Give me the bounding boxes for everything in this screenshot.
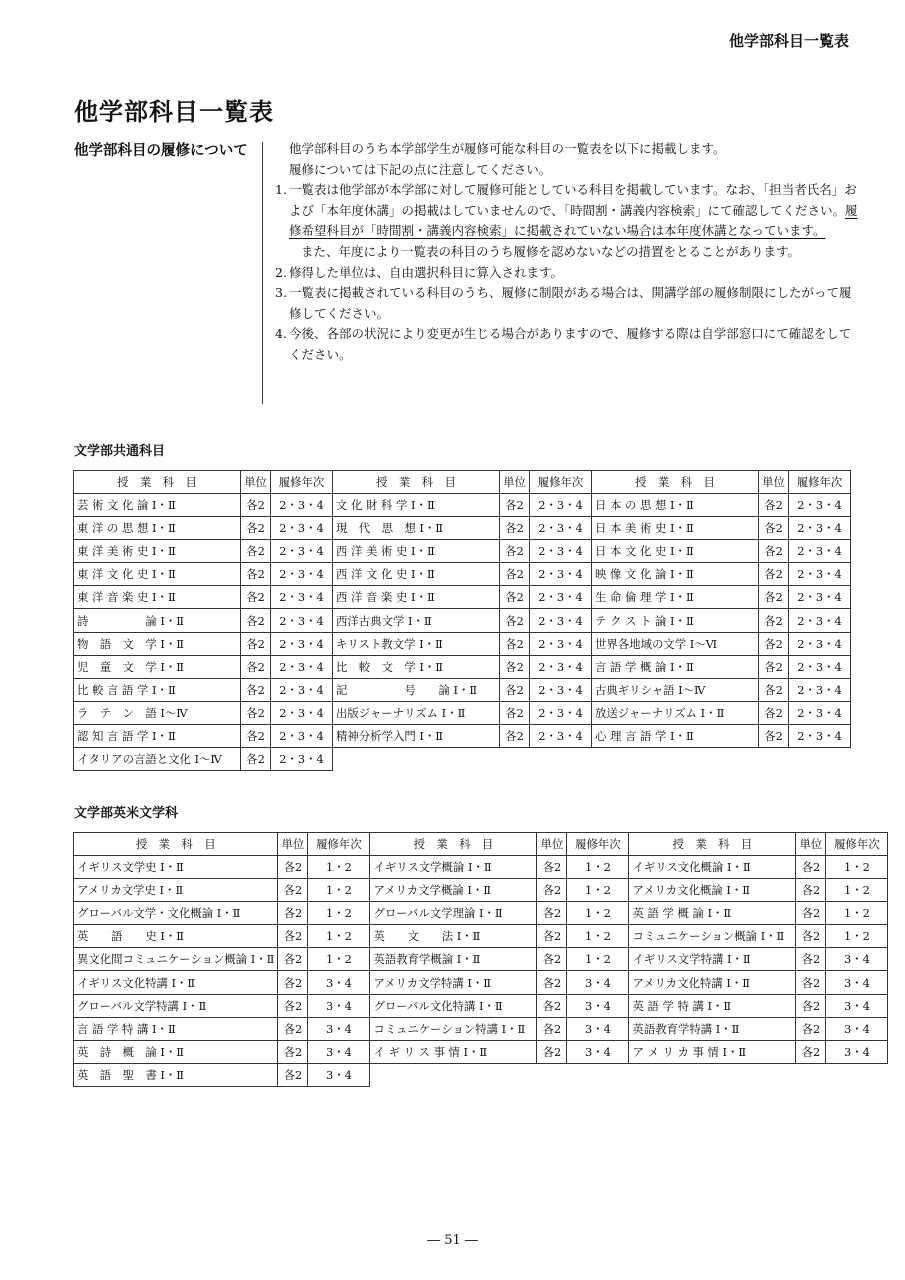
table-row <box>74 586 851 609</box>
empty-cell <box>789 748 851 771</box>
course-year: 2・3・4 <box>271 655 333 678</box>
course-name: 出版ジャーナリズム Ⅰ・Ⅱ <box>333 701 500 724</box>
course-name: 放送ジャーナリズム Ⅰ・Ⅱ <box>592 701 759 724</box>
page-number: ― 51 ― <box>427 1233 478 1248</box>
course-unit: 各2 <box>759 609 789 632</box>
column-header-unit: 単位 <box>759 471 789 494</box>
course-name: 東 洋 の 思 想 Ⅰ・Ⅱ <box>74 517 241 540</box>
table-row <box>74 655 851 678</box>
course-unit: 各2 <box>537 925 567 948</box>
course-unit: 各2 <box>278 948 308 971</box>
course-year: 1・2 <box>826 902 888 925</box>
course-name: アメリカ文化特講 Ⅰ・Ⅱ <box>629 971 796 994</box>
course-name: アメリカ文化概論 Ⅰ・Ⅱ <box>629 879 796 902</box>
notes-intro-1: 他学部科目のうち本学部学生が履修可能な科目の一覧表を以下に掲載します。 <box>289 141 726 156</box>
course-name: イ ギ リ ス 事 情 Ⅰ・Ⅱ <box>370 1040 537 1063</box>
table-row <box>74 971 888 994</box>
column-header-subject: 授 業 科 目 <box>74 471 241 494</box>
course-unit: 各2 <box>759 701 789 724</box>
table-header-row <box>74 471 851 494</box>
course-year: 1・2 <box>567 902 629 925</box>
course-name: テ ク ス ト 論 Ⅰ・Ⅱ <box>592 609 759 632</box>
course-year: 2・3・4 <box>271 632 333 655</box>
notes-divider <box>262 142 263 404</box>
course-table-common <box>73 470 851 771</box>
course-year: 2・3・4 <box>789 563 851 586</box>
course-name: アメリカ文学特講 Ⅰ・Ⅱ <box>370 971 537 994</box>
course-name: 西 洋 文 化 史 Ⅰ・Ⅱ <box>333 563 500 586</box>
course-unit: 各2 <box>759 563 789 586</box>
course-unit: 各2 <box>241 748 271 771</box>
course-unit: 各2 <box>796 879 826 902</box>
course-name: グローバル文学理論 Ⅰ・Ⅱ <box>370 902 537 925</box>
course-year: 1・2 <box>308 902 370 925</box>
course-year: 2・3・4 <box>271 701 333 724</box>
column-header-unit: 単位 <box>241 471 271 494</box>
column-header-subject: 授 業 科 目 <box>370 833 537 856</box>
table-header-row <box>74 833 888 856</box>
item-number: 1. <box>275 182 287 198</box>
course-name: 英語教育学特講 Ⅰ・Ⅱ <box>629 1017 796 1040</box>
course-unit: 各2 <box>500 701 530 724</box>
empty-cell <box>592 748 759 771</box>
running-header: 他学部科目一覧表 <box>728 32 849 50</box>
column-header-year: 履修年次 <box>308 833 370 856</box>
column-header-unit: 単位 <box>278 833 308 856</box>
course-year: 1・2 <box>567 879 629 902</box>
course-unit: 各2 <box>241 540 271 563</box>
course-name: 東 洋 美 術 史 Ⅰ・Ⅱ <box>74 540 241 563</box>
course-unit: 各2 <box>500 632 530 655</box>
table-row <box>74 609 851 632</box>
course-name: アメリカ文学史 Ⅰ・Ⅱ <box>74 879 278 902</box>
course-name: コミュニケーション概論 Ⅰ・Ⅱ <box>629 925 796 948</box>
course-year: 3・4 <box>567 1040 629 1063</box>
course-year: 2・3・4 <box>530 563 592 586</box>
empty-cell <box>826 1063 888 1086</box>
course-name: 日 本 美 術 史 Ⅰ・Ⅱ <box>592 517 759 540</box>
course-name: 物 語 文 学 Ⅰ・Ⅱ <box>74 632 241 655</box>
course-name: 英 語 聖 書 Ⅰ・Ⅱ <box>74 1063 278 1086</box>
course-name: 西洋古典文学 Ⅰ・Ⅱ <box>333 609 500 632</box>
course-unit: 各2 <box>500 540 530 563</box>
empty-cell <box>370 1063 537 1086</box>
course-year: 2・3・4 <box>271 609 333 632</box>
course-year: 1・2 <box>567 925 629 948</box>
course-name: イギリス文学概論 Ⅰ・Ⅱ <box>370 856 537 879</box>
item-text-underlined: 履修希望科目が「時間割・講義内容検索」に掲載されていない場合は本年度休講となっています。 <box>289 202 858 239</box>
table-row <box>74 879 888 902</box>
course-unit: 各2 <box>500 724 530 747</box>
course-year: 2・3・4 <box>530 655 592 678</box>
course-unit: 各2 <box>537 902 567 925</box>
course-year: 2・3・4 <box>530 678 592 701</box>
course-year: 2・3・4 <box>271 748 333 771</box>
course-unit: 各2 <box>500 586 530 609</box>
course-year: 1・2 <box>308 856 370 879</box>
course-unit: 各2 <box>241 586 271 609</box>
course-unit: 各2 <box>796 1040 826 1063</box>
course-unit: 各2 <box>278 971 308 994</box>
course-name: 東 洋 音 楽 史 Ⅰ・Ⅱ <box>74 586 241 609</box>
table-row <box>74 1063 888 1086</box>
course-year: 3・4 <box>308 1017 370 1040</box>
course-unit: 各2 <box>500 563 530 586</box>
course-name: 英 語 学 特 講 Ⅰ・Ⅱ <box>629 994 796 1017</box>
course-unit: 各2 <box>278 994 308 1017</box>
notes-item-4 <box>272 324 858 365</box>
course-unit: 各2 <box>500 655 530 678</box>
course-name: 比 較 文 学 Ⅰ・Ⅱ <box>333 655 500 678</box>
table-row <box>74 494 851 517</box>
course-unit: 各2 <box>796 971 826 994</box>
course-unit: 各2 <box>796 902 826 925</box>
course-year: 2・3・4 <box>530 609 592 632</box>
column-header-year: 履修年次 <box>271 471 333 494</box>
table-row <box>74 748 851 771</box>
course-year: 1・2 <box>826 925 888 948</box>
course-name: 現 代 思 想 Ⅰ・Ⅱ <box>333 517 500 540</box>
notes-body <box>272 139 858 366</box>
course-name: 児 童 文 学 Ⅰ・Ⅱ <box>74 655 241 678</box>
course-name: 英 詩 概 論 Ⅰ・Ⅱ <box>74 1040 278 1063</box>
course-name: 生 命 倫 理 学 Ⅰ・Ⅱ <box>592 586 759 609</box>
empty-cell <box>759 748 789 771</box>
item-number: 2. <box>275 264 287 280</box>
course-unit: 各2 <box>241 517 271 540</box>
course-unit: 各2 <box>241 655 271 678</box>
table-row <box>74 994 888 1017</box>
notes-item-2 <box>272 263 858 284</box>
notes-item-1 <box>272 180 858 242</box>
empty-cell <box>333 748 500 771</box>
course-name: イギリス文化概論 Ⅰ・Ⅱ <box>629 856 796 879</box>
course-year: 3・4 <box>826 971 888 994</box>
course-name: イギリス文学特講 Ⅰ・Ⅱ <box>629 948 796 971</box>
course-year: 3・4 <box>308 994 370 1017</box>
course-year: 1・2 <box>308 879 370 902</box>
table-row <box>74 540 851 563</box>
course-name: 言 語 学 特 講 Ⅰ・Ⅱ <box>74 1017 278 1040</box>
course-year: 2・3・4 <box>271 586 333 609</box>
table-row <box>74 678 851 701</box>
course-name: 心 理 言 語 学 Ⅰ・Ⅱ <box>592 724 759 747</box>
empty-cell <box>567 1063 629 1086</box>
course-unit: 各2 <box>537 1040 567 1063</box>
course-unit: 各2 <box>796 1017 826 1040</box>
course-unit: 各2 <box>278 925 308 948</box>
column-header-unit: 単位 <box>500 471 530 494</box>
item-number: 3. <box>275 285 287 301</box>
empty-cell <box>530 748 592 771</box>
course-year: 2・3・4 <box>530 517 592 540</box>
course-name: 認 知 言 語 学 Ⅰ・Ⅱ <box>74 724 241 747</box>
course-name: 東 洋 文 化 史 Ⅰ・Ⅱ <box>74 563 241 586</box>
course-name: 世界各地域の文学 Ⅰ～Ⅵ <box>592 632 759 655</box>
table-row <box>74 925 888 948</box>
empty-cell <box>500 748 530 771</box>
course-unit: 各2 <box>759 678 789 701</box>
course-name: 詩 論 Ⅰ・Ⅱ <box>74 609 241 632</box>
course-year: 2・3・4 <box>271 724 333 747</box>
course-unit: 各2 <box>241 494 271 517</box>
course-year: 2・3・4 <box>789 540 851 563</box>
course-year: 3・4 <box>567 971 629 994</box>
course-year: 2・3・4 <box>530 586 592 609</box>
notes-intro-2: 履修については下記の点に注意してください。 <box>289 161 552 177</box>
course-year: 3・4 <box>308 971 370 994</box>
course-year: 2・3・4 <box>530 540 592 563</box>
empty-cell <box>537 1063 567 1086</box>
course-year: 2・3・4 <box>271 494 333 517</box>
course-unit: 各2 <box>278 856 308 879</box>
course-year: 2・3・4 <box>271 678 333 701</box>
course-name: 英語教育学概論 Ⅰ・Ⅱ <box>370 948 537 971</box>
course-unit: 各2 <box>537 994 567 1017</box>
table-row <box>74 563 851 586</box>
course-year: 2・3・4 <box>789 655 851 678</box>
table-row <box>74 1040 888 1063</box>
course-unit: 各2 <box>278 1017 308 1040</box>
course-year: 2・3・4 <box>789 609 851 632</box>
item-text: 今後、各部の状況により変更が生じる場合がありますので、履修する際は自学部窓口にて確認をしてください。 <box>289 326 852 362</box>
section-title-english: 文学部英米文学科 <box>74 806 179 821</box>
table-row <box>74 632 851 655</box>
course-unit: 各2 <box>759 494 789 517</box>
course-name: アメリカ文学概論 Ⅰ・Ⅱ <box>370 879 537 902</box>
course-name: ラ テ ン 語 Ⅰ～Ⅳ <box>74 701 241 724</box>
course-unit: 各2 <box>796 925 826 948</box>
table-row <box>74 948 888 971</box>
course-name: 比 較 言 語 学 Ⅰ・Ⅱ <box>74 678 241 701</box>
course-name: 文 化 財 科 学 Ⅰ・Ⅱ <box>333 494 500 517</box>
course-year: 2・3・4 <box>530 632 592 655</box>
course-year: 2・3・4 <box>271 517 333 540</box>
empty-cell <box>796 1063 826 1086</box>
course-name: 英 語 学 概 論 Ⅰ・Ⅱ <box>629 902 796 925</box>
table-row <box>74 902 888 925</box>
column-header-subject: 授 業 科 目 <box>74 833 278 856</box>
course-unit: 各2 <box>796 856 826 879</box>
column-header-year: 履修年次 <box>567 833 629 856</box>
course-year: 1・2 <box>308 925 370 948</box>
table-row <box>74 517 851 540</box>
course-name: 精神分析学入門 Ⅰ・Ⅱ <box>333 724 500 747</box>
course-name: コミュニケーション特講 Ⅰ・Ⅱ <box>370 1017 537 1040</box>
course-year: 2・3・4 <box>530 494 592 517</box>
course-year: 3・4 <box>567 1017 629 1040</box>
notes-heading: 他学部科目の履修について <box>74 143 248 159</box>
course-name: キリスト教文学 Ⅰ・Ⅱ <box>333 632 500 655</box>
course-unit: 各2 <box>500 678 530 701</box>
course-name: グローバル文化特講 Ⅰ・Ⅱ <box>370 994 537 1017</box>
course-name: 英 語 史 Ⅰ・Ⅱ <box>74 925 278 948</box>
course-unit: 各2 <box>278 1063 308 1086</box>
column-header-unit: 単位 <box>796 833 826 856</box>
course-name: 日 本 文 化 史 Ⅰ・Ⅱ <box>592 540 759 563</box>
course-unit: 各2 <box>278 1040 308 1063</box>
course-name: 映 像 文 化 論 Ⅰ・Ⅱ <box>592 563 759 586</box>
course-year: 2・3・4 <box>789 678 851 701</box>
course-year: 1・2 <box>826 879 888 902</box>
item-number: 4. <box>275 326 287 342</box>
course-name: 異文化間コミュニケーション概論 Ⅰ・Ⅱ <box>74 948 278 971</box>
course-year: 2・3・4 <box>530 701 592 724</box>
course-unit: 各2 <box>241 724 271 747</box>
course-unit: 各2 <box>796 994 826 1017</box>
course-year: 2・3・4 <box>271 540 333 563</box>
column-header-subject: 授 業 科 目 <box>629 833 796 856</box>
course-unit: 各2 <box>796 948 826 971</box>
course-year: 3・4 <box>826 994 888 1017</box>
course-unit: 各2 <box>537 948 567 971</box>
course-unit: 各2 <box>278 902 308 925</box>
course-unit: 各2 <box>537 1017 567 1040</box>
course-year: 3・4 <box>308 1063 370 1086</box>
course-table-english <box>73 832 888 1087</box>
course-name: 古典ギリシャ語 Ⅰ～Ⅳ <box>592 678 759 701</box>
course-unit: 各2 <box>278 879 308 902</box>
course-year: 2・3・4 <box>271 563 333 586</box>
course-unit: 各2 <box>500 609 530 632</box>
notes-item-3 <box>272 283 858 324</box>
column-header-subject: 授 業 科 目 <box>333 471 500 494</box>
empty-cell <box>629 1063 796 1086</box>
course-name: イタリアの言語と文化 Ⅰ～Ⅳ <box>74 748 241 771</box>
course-name: 芸 術 文 化 論 Ⅰ・Ⅱ <box>74 494 241 517</box>
course-year: 2・3・4 <box>789 724 851 747</box>
course-year: 2・3・4 <box>789 494 851 517</box>
course-year: 1・2 <box>567 856 629 879</box>
course-name: グローバル文学特講 Ⅰ・Ⅱ <box>74 994 278 1017</box>
column-header-year: 履修年次 <box>530 471 592 494</box>
course-unit: 各2 <box>500 517 530 540</box>
page-title: 他学部科目一覧表 <box>74 98 274 126</box>
column-header-year: 履修年次 <box>789 471 851 494</box>
course-name: グローバル文学・文化概論 Ⅰ・Ⅱ <box>74 902 278 925</box>
course-year: 2・3・4 <box>789 586 851 609</box>
course-name: 西 洋 美 術 史 Ⅰ・Ⅱ <box>333 540 500 563</box>
course-unit: 各2 <box>759 632 789 655</box>
course-year: 1・2 <box>826 856 888 879</box>
course-year: 2・3・4 <box>789 632 851 655</box>
column-header-unit: 単位 <box>537 833 567 856</box>
course-year: 2・3・4 <box>789 701 851 724</box>
table-row <box>74 856 888 879</box>
course-unit: 各2 <box>759 517 789 540</box>
table-row <box>74 701 851 724</box>
course-year: 2・3・4 <box>530 724 592 747</box>
item-text: 一覧表に掲載されている科目のうち、履修に制限がある場合は、開講学部の履修制限にしたがって履修してください。 <box>289 285 852 321</box>
course-name: 英 文 法 Ⅰ・Ⅱ <box>370 925 537 948</box>
table-row <box>74 1017 888 1040</box>
course-year: 3・4 <box>567 994 629 1017</box>
course-name: ア メ リ カ 事 情 Ⅰ・Ⅱ <box>629 1040 796 1063</box>
course-unit: 各2 <box>537 856 567 879</box>
course-year: 3・4 <box>826 948 888 971</box>
course-year: 3・4 <box>308 1040 370 1063</box>
course-unit: 各2 <box>759 655 789 678</box>
course-name: イギリス文化特講 Ⅰ・Ⅱ <box>74 971 278 994</box>
course-unit: 各2 <box>759 540 789 563</box>
course-year: 1・2 <box>308 948 370 971</box>
item-text: 一覧表は他学部が本学部に対して履修可能としている科目を掲載しています。なお、「担当者氏名」および「本年度休講」の掲載はしていませんので、「時間割・講義内容検索」にて確認してください。 <box>289 182 857 218</box>
course-unit: 各2 <box>241 678 271 701</box>
table-row <box>74 724 851 747</box>
course-unit: 各2 <box>241 563 271 586</box>
course-year: 3・4 <box>826 1040 888 1063</box>
course-name: 西 洋 音 楽 史 Ⅰ・Ⅱ <box>333 586 500 609</box>
course-unit: 各2 <box>241 609 271 632</box>
column-header-subject: 授 業 科 目 <box>592 471 759 494</box>
column-header-year: 履修年次 <box>826 833 888 856</box>
course-year: 2・3・4 <box>789 517 851 540</box>
course-year: 1・2 <box>567 948 629 971</box>
course-year: 3・4 <box>826 1017 888 1040</box>
course-unit: 各2 <box>537 971 567 994</box>
course-unit: 各2 <box>759 724 789 747</box>
course-unit: 各2 <box>537 879 567 902</box>
course-unit: 各2 <box>759 586 789 609</box>
item-text: 修得した単位は、自由選択科目に算入されます。 <box>289 264 564 280</box>
course-name: 記 号 論 Ⅰ・Ⅱ <box>333 678 500 701</box>
course-name: 日 本 の 思 想 Ⅰ・Ⅱ <box>592 494 759 517</box>
course-unit: 各2 <box>241 632 271 655</box>
course-name: 言 語 学 概 論 Ⅰ・Ⅱ <box>592 655 759 678</box>
section-title-common: 文学部共通科目 <box>74 444 166 459</box>
course-unit: 各2 <box>241 701 271 724</box>
course-name: イギリス文学史 Ⅰ・Ⅱ <box>74 856 278 879</box>
notes-item-1-extra: また、年度により一覧表の科目のうち履修を認めないなどの措置をとることがあります。 <box>301 243 801 259</box>
course-unit: 各2 <box>500 494 530 517</box>
